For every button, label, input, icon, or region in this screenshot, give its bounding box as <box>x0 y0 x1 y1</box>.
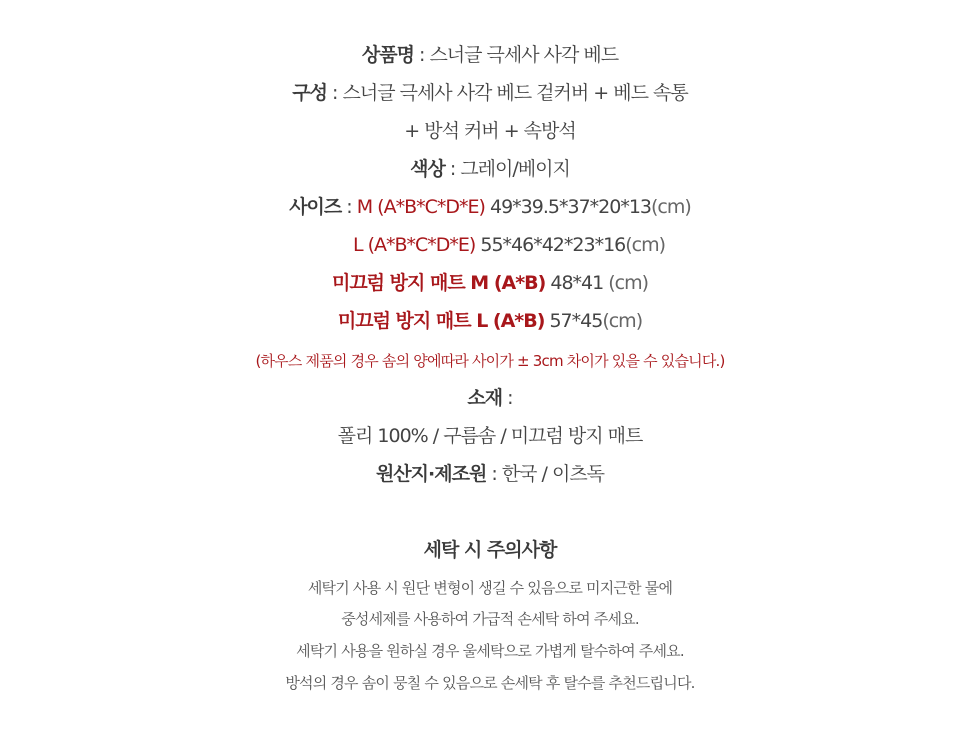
size-l-dimensions: 55*46*42*23*16 <box>475 234 626 256</box>
material-label: 소재 <box>467 387 503 409</box>
color-row <box>0 157 980 181</box>
origin-row <box>0 462 980 486</box>
composition-row-continued <box>0 119 980 143</box>
size-m-row <box>0 195 980 219</box>
mat-m-dimensions: 48*41 <box>545 272 609 294</box>
care-line-4: 방석의 경우 솜이 뭉칠 수 있음으로 손세탁 후 탈수를 추천드립니다. <box>285 674 695 692</box>
size-m-code: M (A*B*C*D*E) <box>356 196 485 218</box>
mat-l-code: 미끄럼 방지 매트 L (A*B) <box>337 310 545 332</box>
size-l-row <box>0 233 980 257</box>
size-tolerance-note: (하우스 제품의 경우 솜의 양에따라 사이가 ± 3cm 차이가 있을 수 있습니다.) <box>255 352 725 370</box>
size-label: 사이즈 <box>289 196 342 218</box>
size-l-code: L (A*B*C*D*E) <box>352 234 476 256</box>
mat-l-dimensions: 57*45 <box>544 310 603 332</box>
origin-value: 한국 / 이츠독 <box>501 463 605 485</box>
color-label: 색상 <box>410 158 445 180</box>
origin-label: 원산지·제조원 <box>375 463 487 485</box>
composition-row <box>0 81 980 105</box>
material-value: 폴리 100% / 구름솜 / 미끄럼 방지 매트 <box>337 425 643 447</box>
color-value: 그레이/베이지 <box>460 158 570 180</box>
material-value-row <box>0 424 980 448</box>
composition-value-2: + 방석 커버 + 속방석 <box>404 120 576 142</box>
composition-separator: : <box>327 82 343 104</box>
mat-m-row <box>0 271 980 295</box>
size-separator: : <box>341 196 357 218</box>
composition-value-1: 스너글 극세사 사각 베드 겉커버 + 베드 속통 <box>342 82 688 104</box>
color-separator: : <box>444 158 461 180</box>
care-title: 세탁 시 주의사항 <box>423 539 557 561</box>
size-m-unit: (cm) <box>651 196 691 218</box>
care-line-3: 세탁기 사용을 원하실 경우 울세탁으로 가볍게 탈수하여 주세요. <box>296 642 684 660</box>
mat-l-row <box>0 309 980 333</box>
care-line-2: 중성세제를 사용하여 가급적 손세탁 하여 주세요. <box>341 610 639 628</box>
origin-separator: : <box>486 463 502 485</box>
composition-label: 구성 <box>292 82 327 104</box>
size-l-unit: (cm) <box>625 234 666 256</box>
product-name-value: 스너글 극세사 사각 베드 <box>429 44 619 66</box>
material-separator: : <box>502 387 513 409</box>
product-name-row <box>0 43 980 67</box>
size-m-dimensions: 49*39.5*37*20*13 <box>484 196 652 218</box>
product-name-label: 상품명 <box>361 44 414 66</box>
mat-m-unit: (cm) <box>608 272 649 294</box>
mat-l-unit: (cm) <box>602 310 643 332</box>
care-line-1: 세탁기 사용 시 원단 변형이 생길 수 있음으로 미지근한 물에 <box>307 579 673 597</box>
material-label-row <box>0 386 980 410</box>
product-name-separator: : <box>413 44 430 66</box>
mat-m-code: 미끄럼 방지 매트 M (A*B) <box>331 272 546 294</box>
